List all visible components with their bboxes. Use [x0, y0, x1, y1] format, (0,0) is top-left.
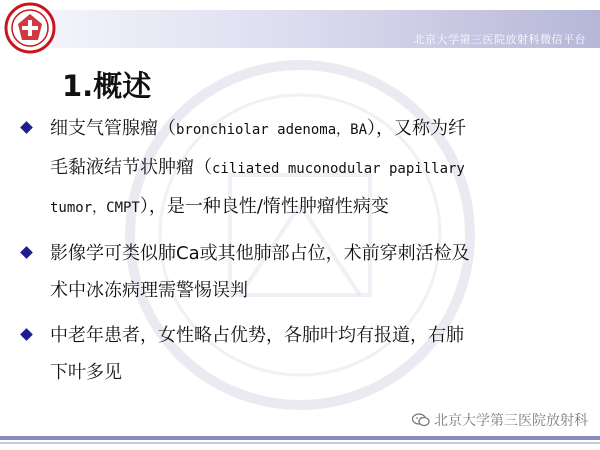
footer-divider: [0, 436, 600, 440]
bullet-text: ），又称为纤: [367, 118, 467, 139]
bullet-text: 下叶多见: [50, 362, 122, 383]
bullet-item: [20, 110, 590, 227]
platform-title: 北京大学第三医院放射科微信平台: [413, 33, 586, 46]
bullet-line: [50, 317, 590, 354]
bullet-text: ciliated muconodular papillary: [212, 161, 465, 177]
bullet-diamond-icon: [20, 328, 33, 341]
bullet-item: [20, 235, 590, 309]
bullet-diamond-icon: [20, 121, 33, 134]
wechat-icon: [412, 413, 430, 427]
bullet-item: [20, 317, 590, 391]
wechat-account: [412, 410, 588, 430]
bullet-text: 影像学可类似肺Ca或其他肺部占位，术前穿刺活检及: [50, 243, 470, 264]
bullet-text: 毛黏液结节状肿瘤（: [50, 157, 212, 178]
bullet-line: [50, 188, 590, 227]
bullet-text: ），是一种良性/惰性肿瘤性病变: [139, 196, 389, 217]
bullet-text: tumor，CMPT: [50, 200, 140, 216]
header: [0, 0, 600, 58]
wechat-account-label: 北京大学第三医院放射科: [434, 413, 588, 429]
bullet-text: bronchiolar adenoma，BA: [176, 122, 368, 138]
bullet-list: [20, 110, 590, 399]
bullet-line: [50, 354, 590, 391]
footer-divider-thin: [0, 442, 600, 444]
bullet-line: [50, 110, 590, 149]
bullet-text: 术中冰冻病理需警惕误判: [50, 280, 248, 301]
bullet-line: [50, 149, 590, 188]
bullet-diamond-icon: [20, 246, 33, 259]
hospital-logo-icon: [4, 2, 56, 54]
bullet-line: [50, 235, 590, 272]
bullet-line: [50, 272, 590, 309]
bullet-text: 中老年患者，女性略占优势，各肺叶均有报道，右肺: [50, 325, 464, 346]
slide-title: 1.概述: [62, 69, 152, 103]
header-band: [52, 10, 600, 48]
bullet-text: 细支气管腺瘤（: [50, 118, 176, 139]
